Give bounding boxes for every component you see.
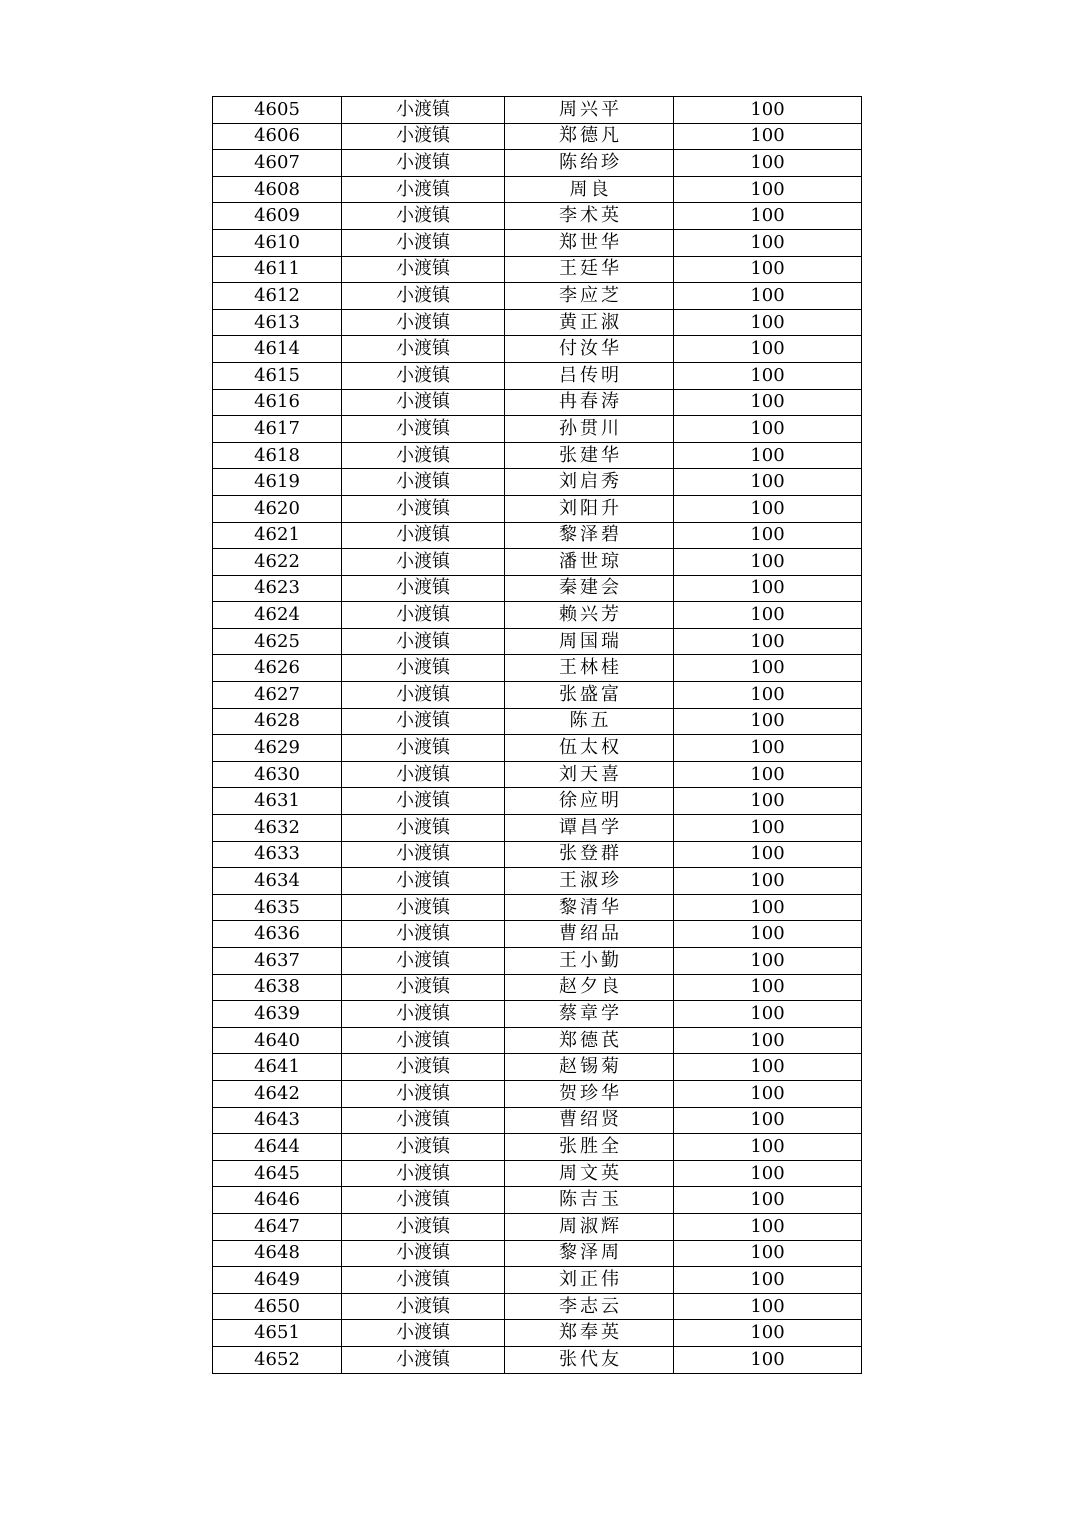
town-cell: 小渡镇: [342, 176, 505, 203]
person-name-cell: 李应芝: [505, 283, 674, 310]
table-row: [213, 1213, 862, 1240]
amount-cell: 100: [674, 868, 862, 895]
amount-cell: 100: [674, 575, 862, 602]
amount-cell: 100: [674, 1346, 862, 1373]
person-name-cell: 刘天喜: [505, 761, 674, 788]
table-row: [213, 735, 862, 762]
person-name-cell: 郑德凡: [505, 123, 674, 150]
person-name-cell: 郑奉英: [505, 1320, 674, 1347]
town-cell: 小渡镇: [342, 1001, 505, 1028]
row-number-cell: 4631: [213, 788, 342, 815]
person-name-cell: 赵锡菊: [505, 1054, 674, 1081]
table-row: [213, 1293, 862, 1320]
town-cell: 小渡镇: [342, 442, 505, 469]
amount-cell: 100: [674, 1213, 862, 1240]
amount-cell: 100: [674, 1187, 862, 1214]
table-row: [213, 416, 862, 443]
person-name-cell: 张盛富: [505, 682, 674, 709]
person-name-cell: 潘世琼: [505, 549, 674, 576]
row-number-cell: 4640: [213, 1027, 342, 1054]
person-name-cell: 黄正淑: [505, 309, 674, 336]
town-cell: 小渡镇: [342, 1134, 505, 1161]
row-number-cell: 4634: [213, 868, 342, 895]
person-name-cell: 周良: [505, 176, 674, 203]
row-number-cell: 4625: [213, 628, 342, 655]
amount-cell: 100: [674, 761, 862, 788]
town-cell: 小渡镇: [342, 655, 505, 682]
table-row: [213, 150, 862, 177]
town-cell: 小渡镇: [342, 761, 505, 788]
town-cell: 小渡镇: [342, 921, 505, 948]
amount-cell: 100: [674, 522, 862, 549]
table-row: [213, 362, 862, 389]
amount-cell: 100: [674, 655, 862, 682]
person-name-cell: 周国瑞: [505, 628, 674, 655]
town-cell: 小渡镇: [342, 948, 505, 975]
amount-cell: 100: [674, 1134, 862, 1161]
row-number-cell: 4649: [213, 1267, 342, 1294]
row-number-cell: 4651: [213, 1320, 342, 1347]
table-row: [213, 1160, 862, 1187]
town-cell: 小渡镇: [342, 389, 505, 416]
row-number-cell: 4648: [213, 1240, 342, 1267]
person-name-cell: 陈吉玉: [505, 1187, 674, 1214]
table-row: [213, 1187, 862, 1214]
table-row: [213, 1107, 862, 1134]
row-number-cell: 4636: [213, 921, 342, 948]
amount-cell: 100: [674, 602, 862, 629]
row-number-cell: 4646: [213, 1187, 342, 1214]
amount-cell: 100: [674, 1054, 862, 1081]
amount-cell: 100: [674, 1320, 862, 1347]
town-cell: 小渡镇: [342, 256, 505, 283]
table-row: [213, 229, 862, 256]
person-name-cell: 刘正伟: [505, 1267, 674, 1294]
town-cell: 小渡镇: [342, 283, 505, 310]
amount-cell: 100: [674, 123, 862, 150]
amount-cell: 100: [674, 283, 862, 310]
table-row: [213, 655, 862, 682]
person-name-cell: 贺珍华: [505, 1080, 674, 1107]
town-cell: 小渡镇: [342, 788, 505, 815]
row-number-cell: 4621: [213, 522, 342, 549]
table-row: [213, 495, 862, 522]
person-name-cell: 秦建会: [505, 575, 674, 602]
row-number-cell: 4652: [213, 1346, 342, 1373]
person-name-cell: 黎泽周: [505, 1240, 674, 1267]
amount-cell: 100: [674, 1240, 862, 1267]
town-cell: 小渡镇: [342, 868, 505, 895]
person-name-cell: 蔡章学: [505, 1001, 674, 1028]
person-name-cell: 曹绍品: [505, 921, 674, 948]
amount-cell: 100: [674, 416, 862, 443]
town-cell: 小渡镇: [342, 1293, 505, 1320]
town-cell: 小渡镇: [342, 97, 505, 124]
row-number-cell: 4609: [213, 203, 342, 230]
town-cell: 小渡镇: [342, 336, 505, 363]
roster-table-body: [213, 97, 862, 1374]
amount-cell: 100: [674, 203, 862, 230]
table-row: [213, 549, 862, 576]
amount-cell: 100: [674, 1107, 862, 1134]
town-cell: 小渡镇: [342, 894, 505, 921]
table-row: [213, 815, 862, 842]
table-row: [213, 1054, 862, 1081]
row-number-cell: 4624: [213, 602, 342, 629]
table-row: [213, 442, 862, 469]
table-row: [213, 336, 862, 363]
row-number-cell: 4643: [213, 1107, 342, 1134]
person-name-cell: 徐应明: [505, 788, 674, 815]
person-name-cell: 王林桂: [505, 655, 674, 682]
table-row: [213, 1320, 862, 1347]
row-number-cell: 4627: [213, 682, 342, 709]
amount-cell: 100: [674, 948, 862, 975]
row-number-cell: 4606: [213, 123, 342, 150]
table-row: [213, 256, 862, 283]
table-row: [213, 283, 862, 310]
amount-cell: 100: [674, 1027, 862, 1054]
row-number-cell: 4633: [213, 841, 342, 868]
row-number-cell: 4630: [213, 761, 342, 788]
row-number-cell: 4645: [213, 1160, 342, 1187]
town-cell: 小渡镇: [342, 1187, 505, 1214]
amount-cell: 100: [674, 1267, 862, 1294]
row-number-cell: 4632: [213, 815, 342, 842]
table-row: [213, 203, 862, 230]
table-row: [213, 921, 862, 948]
town-cell: 小渡镇: [342, 229, 505, 256]
person-name-cell: 曹绍贤: [505, 1107, 674, 1134]
amount-cell: 100: [674, 921, 862, 948]
town-cell: 小渡镇: [342, 628, 505, 655]
amount-cell: 100: [674, 841, 862, 868]
row-number-cell: 4623: [213, 575, 342, 602]
table-row: [213, 682, 862, 709]
amount-cell: 100: [674, 682, 862, 709]
town-cell: 小渡镇: [342, 416, 505, 443]
town-cell: 小渡镇: [342, 549, 505, 576]
table-row: [213, 708, 862, 735]
table-row: [213, 1080, 862, 1107]
town-cell: 小渡镇: [342, 309, 505, 336]
town-cell: 小渡镇: [342, 362, 505, 389]
table-row: [213, 974, 862, 1001]
amount-cell: 100: [674, 549, 862, 576]
row-number-cell: 4618: [213, 442, 342, 469]
person-name-cell: 伍太权: [505, 735, 674, 762]
row-number-cell: 4639: [213, 1001, 342, 1028]
town-cell: 小渡镇: [342, 815, 505, 842]
amount-cell: 100: [674, 495, 862, 522]
row-number-cell: 4607: [213, 150, 342, 177]
row-number-cell: 4605: [213, 97, 342, 124]
row-number-cell: 4619: [213, 469, 342, 496]
table-row: [213, 1346, 862, 1373]
row-number-cell: 4622: [213, 549, 342, 576]
town-cell: 小渡镇: [342, 495, 505, 522]
row-number-cell: 4615: [213, 362, 342, 389]
row-number-cell: 4628: [213, 708, 342, 735]
amount-cell: 100: [674, 150, 862, 177]
table-row: [213, 575, 862, 602]
person-name-cell: 付汝华: [505, 336, 674, 363]
person-name-cell: 张登群: [505, 841, 674, 868]
amount-cell: 100: [674, 309, 862, 336]
person-name-cell: 周淑辉: [505, 1213, 674, 1240]
row-number-cell: 4608: [213, 176, 342, 203]
table-row: [213, 389, 862, 416]
row-number-cell: 4617: [213, 416, 342, 443]
person-name-cell: 吕传明: [505, 362, 674, 389]
person-name-cell: 郑德芪: [505, 1027, 674, 1054]
town-cell: 小渡镇: [342, 682, 505, 709]
row-number-cell: 4612: [213, 283, 342, 310]
row-number-cell: 4642: [213, 1080, 342, 1107]
person-name-cell: 王廷华: [505, 256, 674, 283]
person-name-cell: 陈五: [505, 708, 674, 735]
town-cell: 小渡镇: [342, 1054, 505, 1081]
table-row: [213, 628, 862, 655]
town-cell: 小渡镇: [342, 1320, 505, 1347]
amount-cell: 100: [674, 256, 862, 283]
town-cell: 小渡镇: [342, 150, 505, 177]
amount-cell: 100: [674, 362, 862, 389]
table-row: [213, 948, 862, 975]
amount-cell: 100: [674, 628, 862, 655]
amount-cell: 100: [674, 176, 862, 203]
row-number-cell: 4613: [213, 309, 342, 336]
row-number-cell: 4616: [213, 389, 342, 416]
amount-cell: 100: [674, 389, 862, 416]
row-number-cell: 4626: [213, 655, 342, 682]
table-row: [213, 123, 862, 150]
table-row: [213, 1240, 862, 1267]
table-row: [213, 469, 862, 496]
town-cell: 小渡镇: [342, 469, 505, 496]
town-cell: 小渡镇: [342, 1027, 505, 1054]
amount-cell: 100: [674, 1293, 862, 1320]
table-row: [213, 761, 862, 788]
amount-cell: 100: [674, 735, 862, 762]
person-name-cell: 孙贯川: [505, 416, 674, 443]
town-cell: 小渡镇: [342, 575, 505, 602]
person-name-cell: 黎清华: [505, 894, 674, 921]
person-name-cell: 周兴平: [505, 97, 674, 124]
table-row: [213, 894, 862, 921]
table-row: [213, 1001, 862, 1028]
town-cell: 小渡镇: [342, 841, 505, 868]
row-number-cell: 4620: [213, 495, 342, 522]
table-row: [213, 309, 862, 336]
town-cell: 小渡镇: [342, 1346, 505, 1373]
person-name-cell: 王小勤: [505, 948, 674, 975]
roster-table: [212, 96, 862, 1374]
town-cell: 小渡镇: [342, 735, 505, 762]
person-name-cell: 陈绐珍: [505, 150, 674, 177]
person-name-cell: 张胜全: [505, 1134, 674, 1161]
person-name-cell: 赖兴芳: [505, 602, 674, 629]
table-row: [213, 1027, 862, 1054]
table-row: [213, 788, 862, 815]
town-cell: 小渡镇: [342, 1267, 505, 1294]
person-name-cell: 赵夕良: [505, 974, 674, 1001]
amount-cell: 100: [674, 97, 862, 124]
table-row: [213, 176, 862, 203]
town-cell: 小渡镇: [342, 1107, 505, 1134]
row-number-cell: 4650: [213, 1293, 342, 1320]
amount-cell: 100: [674, 442, 862, 469]
table-row: [213, 868, 862, 895]
row-number-cell: 4647: [213, 1213, 342, 1240]
town-cell: 小渡镇: [342, 1080, 505, 1107]
row-number-cell: 4611: [213, 256, 342, 283]
table-row: [213, 97, 862, 124]
amount-cell: 100: [674, 974, 862, 1001]
amount-cell: 100: [674, 336, 862, 363]
person-name-cell: 郑世华: [505, 229, 674, 256]
amount-cell: 100: [674, 788, 862, 815]
person-name-cell: 李术英: [505, 203, 674, 230]
amount-cell: 100: [674, 815, 862, 842]
table-row: [213, 602, 862, 629]
person-name-cell: 王淑珍: [505, 868, 674, 895]
town-cell: 小渡镇: [342, 522, 505, 549]
table-row: [213, 1134, 862, 1161]
amount-cell: 100: [674, 1001, 862, 1028]
person-name-cell: 刘启秀: [505, 469, 674, 496]
amount-cell: 100: [674, 229, 862, 256]
amount-cell: 100: [674, 1160, 862, 1187]
person-name-cell: 张建华: [505, 442, 674, 469]
town-cell: 小渡镇: [342, 123, 505, 150]
town-cell: 小渡镇: [342, 602, 505, 629]
amount-cell: 100: [674, 1080, 862, 1107]
person-name-cell: 李志云: [505, 1293, 674, 1320]
row-number-cell: 4638: [213, 974, 342, 1001]
person-name-cell: 刘阳升: [505, 495, 674, 522]
table-row: [213, 522, 862, 549]
person-name-cell: 张代友: [505, 1346, 674, 1373]
row-number-cell: 4610: [213, 229, 342, 256]
row-number-cell: 4637: [213, 948, 342, 975]
person-name-cell: 黎泽碧: [505, 522, 674, 549]
table-row: [213, 1267, 862, 1294]
town-cell: 小渡镇: [342, 708, 505, 735]
town-cell: 小渡镇: [342, 974, 505, 1001]
row-number-cell: 4629: [213, 735, 342, 762]
person-name-cell: 冉春涛: [505, 389, 674, 416]
town-cell: 小渡镇: [342, 203, 505, 230]
town-cell: 小渡镇: [342, 1160, 505, 1187]
row-number-cell: 4614: [213, 336, 342, 363]
row-number-cell: 4641: [213, 1054, 342, 1081]
amount-cell: 100: [674, 708, 862, 735]
amount-cell: 100: [674, 469, 862, 496]
person-name-cell: 周文英: [505, 1160, 674, 1187]
row-number-cell: 4635: [213, 894, 342, 921]
person-name-cell: 谭昌学: [505, 815, 674, 842]
table-row: [213, 841, 862, 868]
row-number-cell: 4644: [213, 1134, 342, 1161]
town-cell: 小渡镇: [342, 1240, 505, 1267]
town-cell: 小渡镇: [342, 1213, 505, 1240]
amount-cell: 100: [674, 894, 862, 921]
